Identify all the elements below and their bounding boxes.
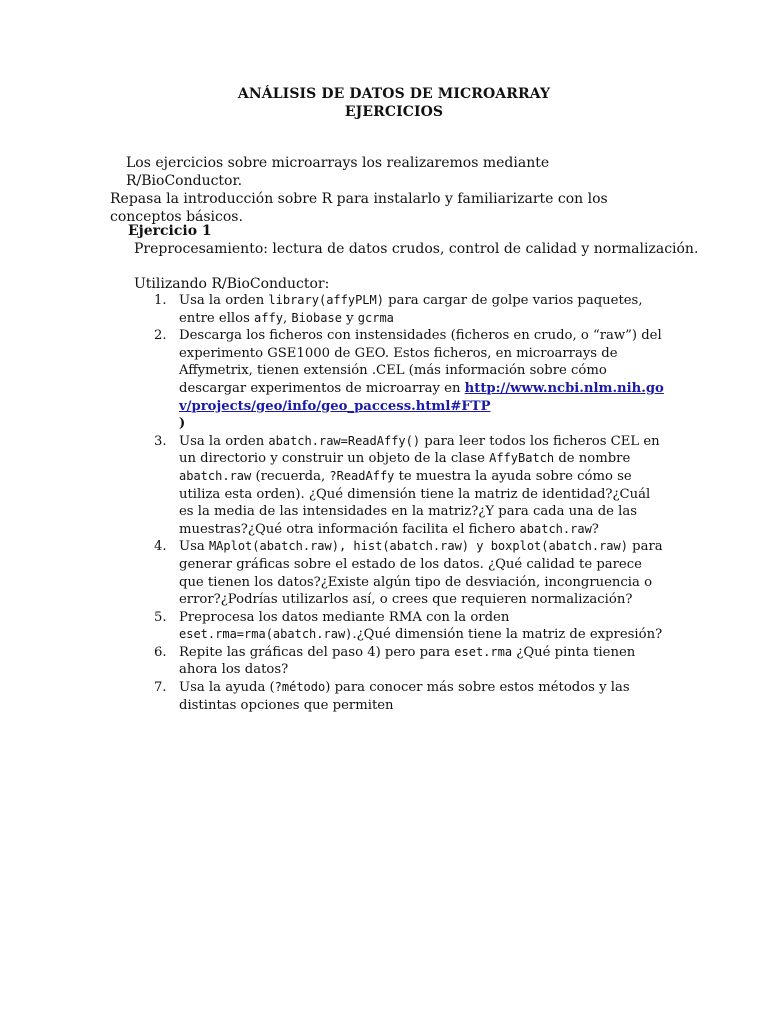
- step-text: Usa la ayuda (: [179, 680, 275, 696]
- list-item: [146, 292, 666, 327]
- step-text: ) para conocer más sobre estos métodos y las distintas opciones que permiten: [179, 680, 630, 713]
- step-text: para leer todos los ficheros CEL en un directorio y construir un objeto de la clase: [179, 433, 660, 467]
- list-item: [146, 644, 666, 679]
- intro-paragraph: [110, 154, 650, 226]
- code-span: abatch.raw=ReadAffy(): [268, 433, 421, 448]
- exercise-subtitle: Preprocesamiento: lectura de datos crudos, control de calidad y normalización.: [134, 241, 699, 257]
- step-text: te muestra la ayuda sobre cómo se utiliza esta orden). ¿Qué dimensión tiene la matriz de identidad?¿Cuál es la media de las intensidades en la matriz?¿Y para cada una de las muestras?¿Qué otra información facilita el fichero: [179, 468, 651, 537]
- list-item: [146, 327, 666, 433]
- step-text: .¿Qué dimensión tiene la matriz de expresión?: [352, 627, 663, 643]
- code-span: ?método: [274, 680, 326, 695]
- step-number: 7.: [154, 680, 167, 696]
- step-text: Preprocesa los datos mediante RMA con la orden: [179, 609, 510, 625]
- code-span: abatch.raw: [179, 468, 252, 483]
- step-number: 4.: [154, 539, 167, 555]
- exercise-using-label: Utilizando R/BioConductor:: [134, 276, 330, 292]
- step-text: para cargar de golpe varios paquetes, entre ellos: [179, 293, 643, 326]
- step-text: Usa la orden: [179, 433, 269, 449]
- step-text: para generar gráficas sobre el estado de los datos. ¿Qué calidad te parece que tienen los datos?¿Existe algún tipo de desviación, incongruencia o error?¿Podrías utilizarlos así, o crees que requieren normalización?: [179, 539, 663, 608]
- geo-ftp-link[interactable]: http://www.ncbi.nlm.nih.gov/projects/geo/info/geo_paccess.html#FTP: [179, 380, 664, 414]
- step-text: ): [179, 416, 186, 432]
- step-text: Usa: [179, 539, 209, 555]
- list-item: [146, 538, 666, 608]
- intro-line-2: Repasa la introducción sobre R para instalarlo y familiarizarte con los conceptos básicos.: [110, 191, 608, 225]
- step-number: 1.: [154, 293, 167, 308]
- step-text: (recuerda,: [251, 468, 330, 484]
- step-text: de nombre: [554, 451, 631, 467]
- step-number: 6.: [154, 644, 167, 660]
- step-number: 2.: [154, 328, 167, 344]
- steps-list: [146, 292, 666, 714]
- exercise-title: Ejercicio 1: [128, 223, 212, 239]
- step-text: Repite las gráficas del paso 4) pero para: [179, 644, 455, 660]
- code-span: AffyBatch: [489, 451, 555, 466]
- step-text: ?: [591, 521, 599, 537]
- document-title: ANÁLISIS DE DATOS DE MICROARRAY: [237, 86, 551, 102]
- code-span: gcrma: [357, 310, 394, 325]
- step-text: ¿Qué pinta tienen ahora los datos?: [179, 644, 636, 678]
- code-span: library(affyPLM): [268, 293, 384, 307]
- step-number: 5.: [154, 609, 167, 625]
- code-span: MAplot(abatch.raw), hist(abatch.raw) y boxplot(abatch.raw): [208, 539, 628, 554]
- list-item: [146, 609, 666, 644]
- code-span: affy: [254, 310, 283, 325]
- list-item: [146, 679, 666, 714]
- code-span: abatch.raw: [519, 521, 592, 536]
- code-span: Biobase: [291, 310, 342, 325]
- code-span: ?ReadAffy: [329, 468, 395, 483]
- step-text: Usa la orden: [179, 293, 269, 308]
- step-text: y: [341, 310, 358, 326]
- intro-line-1: Los ejercicios sobre microarrays los realizaremos mediante R/BioConductor.: [126, 155, 550, 189]
- code-span: eset.rma: [454, 644, 513, 659]
- document-subtitle: EJERCICIOS: [344, 104, 444, 120]
- step-text: ,: [282, 310, 292, 326]
- step-text: Descarga los ficheros con instensidades (ficheros en crudo, o “raw”) del experimento GSE1000 de GEO. Estos ficheros, en microarrays de Affymetrix, tienen extensión .CEL (más información sobre cómo descargar experimentos de microarray en: [179, 328, 662, 396]
- list-item: [146, 433, 666, 539]
- code-span: eset.rma=rma(abatch.raw): [179, 627, 353, 642]
- step-number: 3.: [154, 433, 167, 449]
